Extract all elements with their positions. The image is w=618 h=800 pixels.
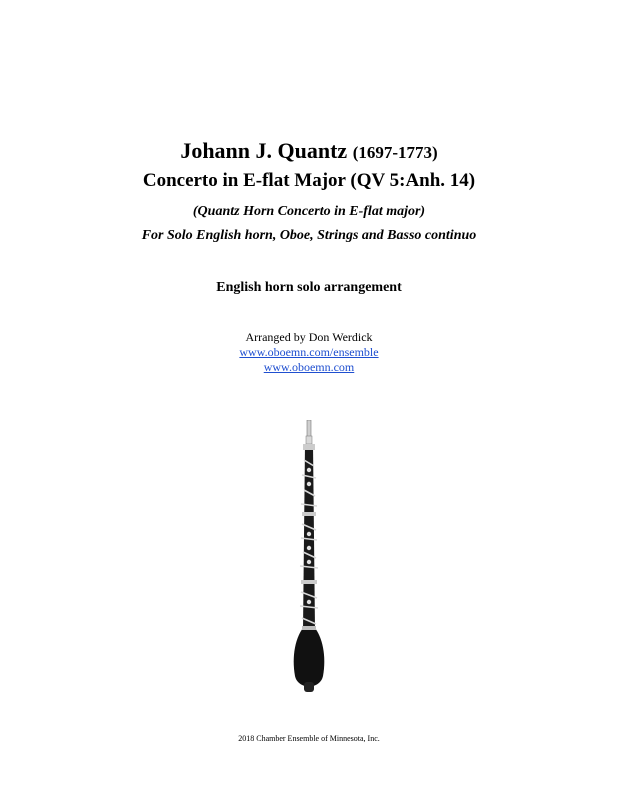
site-link-row	[0, 360, 618, 375]
piece-title: Concerto in E-flat Major (QV 5:Anh. 14)	[142, 170, 476, 191]
composer-name: Johann J. Quantz	[180, 138, 348, 163]
arrangement-label: English horn solo arrangement	[216, 280, 402, 295]
ensemble-link[interactable]: www.oboemn.com/ensemble	[239, 345, 379, 359]
instrumentation: For Solo English horn, Oboe, Strings and Basso continuo	[141, 228, 477, 243]
site-link[interactable]: www.oboemn.com	[263, 360, 355, 374]
arranger-credit: Arranged by Don Werdick	[245, 330, 373, 344]
composer-dates: (1697-1773)	[352, 143, 438, 162]
ensemble-link-row	[0, 345, 618, 360]
english-horn-icon	[282, 420, 336, 700]
composer-line	[0, 138, 618, 164]
copyright-footer: 2018 Chamber Ensemble of Minnesota, Inc.	[238, 734, 380, 743]
piece-subtitle: (Quantz Horn Concerto in E-flat major)	[192, 204, 426, 219]
